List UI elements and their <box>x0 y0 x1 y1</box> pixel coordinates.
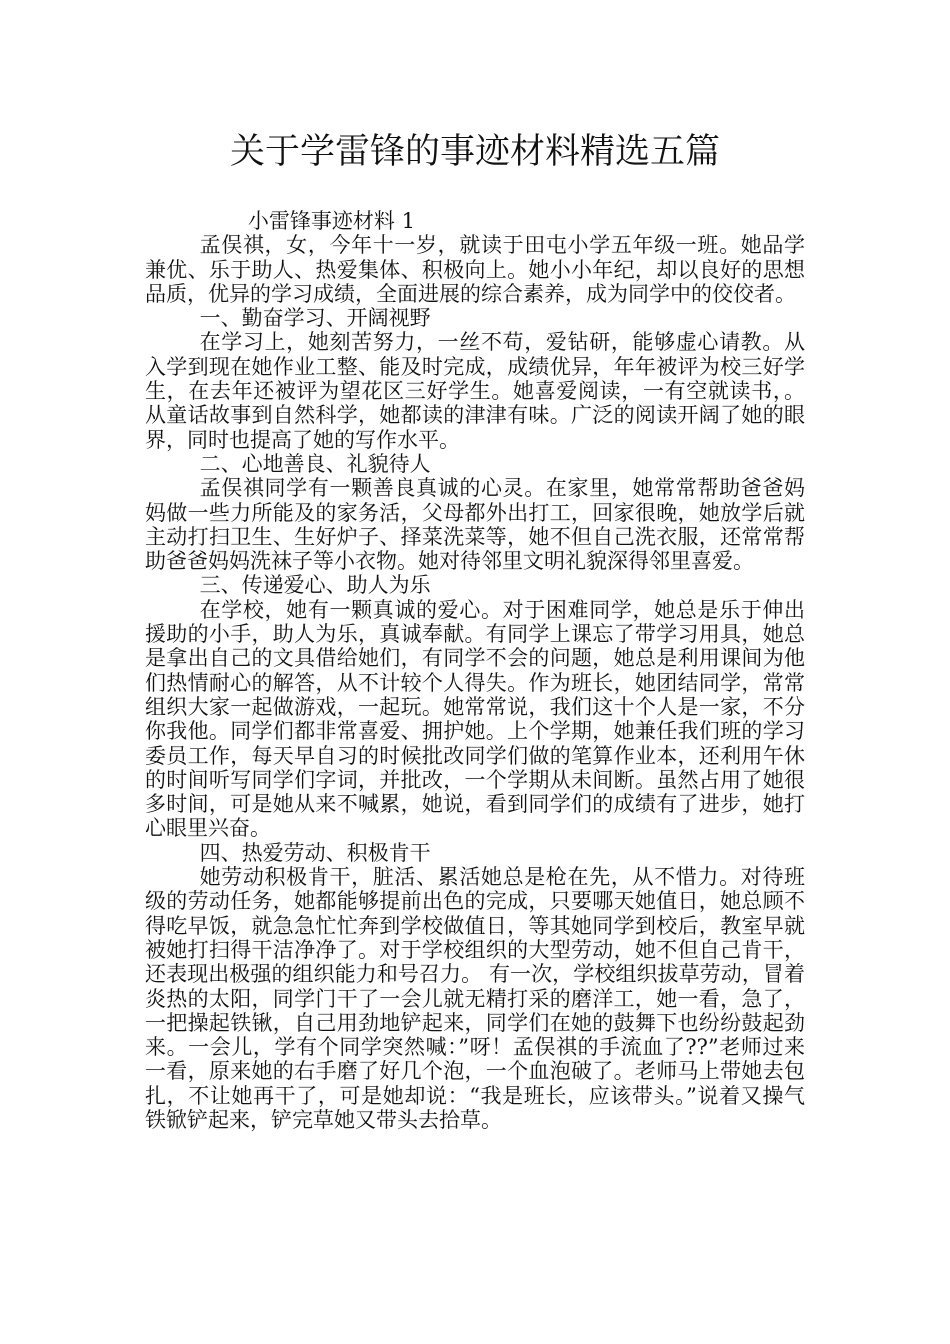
intro-paragraph: 孟俣祺，女，今年十一岁，就读于田屯小学五年级一班。她品学兼优、乐于助人、热爱集体、积极向上。她小小年纪，却以良好的思想品质，优异的学习成绩，全面进展的综合素养，成为同学中的佼佼者。 <box>145 233 805 306</box>
heading-kindness: 二、心地善良、礼貌待人 <box>199 451 431 476</box>
paragraph-kindness: 孟俣祺同学有一颗善良真诚的心灵。在家里，她常常帮助爸爸妈妈做一些力所能及的家务活，父母都外出打工，回家很晚，她放学后就主动打扫卫生、生好炉子、择菜洗菜等，她不但自己洗衣服，还常常帮助爸爸妈妈洗袜子等小衣物。她对待邻里文明礼貌深得邻里喜爱。 <box>145 476 805 574</box>
paragraph-study: 在学习上，她刻苦努力，一丝不苟，爱钻研，能够虚心请教。从入学到现在她作业工整、能及时完成，成绩优异，年年被评为校三好学生，在去年还被评为望花区三好学生。她喜爱阅读，一有空就读书，。从童话故事到自然科学，她都读的津津有味。广泛的阅读开阔了她的眼界，同时也提高了她的写作水平。 <box>145 330 805 452</box>
paragraph-labor: 她劳动积极肯干，脏活、累活她总是枪在先，从不惜力。对待班级的劳动任务，她都能够提前出色的完成，只要哪天她值日，她总顾不得吃早饭，就急急忙忙奔到学校做值日，等其她同学到校后，教室早就被她打扫得干洁净净了。对于学校组织的大型劳动，她不但自己肯干，还表现出极强的组织能力和号召力。 有一次，学校组织拔草劳动，冒着炎热的太阳，同学门干了一会儿就无精打采的磨洋工，她一看，急了，一把操起铁锹，自己用劲地铲起来，同学们在她的鼓舞下也纷纷鼓起劲来。一会儿，学有个同学突然喊：”呀！孟俣祺的手流血了??”老师过来一看，原来她的右手磨了好几个泡，一个血泡破了。老师马上带她去包扎，不让她再干了，可是她却说：“我是班长，应该带头。”说着又操气铁锨铲起来，铲完草她又带头去拾草。 <box>145 865 805 1132</box>
document-page <box>145 125 805 1132</box>
heading-labor: 四、热爱劳动、积极肯干 <box>199 840 431 865</box>
heading-helping: 三、传递爱心、助人为乐 <box>199 573 431 598</box>
document-body <box>145 209 805 1132</box>
paragraph-helping: 在学校，她有一颗真诚的爱心。对于困难同学，她总是乐于伸出援助的小手，助人为乐，真诚奉献。有同学上课忘了带学习用具，她总是拿出自己的文具借给她们，有同学不会的问题，她总是利用课间为他们热情耐心的解答，从不计较个人得失。作为班长，她团结同学，常常组织大家一起做游戏，一起玩。她常常说，我们这十个人是一家，不分你我他。同学们都非常喜爱、拥护她。上个学期，她兼任我们班的学习委员工作，每天早自习的时候批改同学们做的笔算作业本，还利用午休的时间听写同学们字词，并批改，一个学期从未间断。虽然占用了她很多时间，可是她从来不喊累，她说，看到同学们的成绩有了进步，她打心眼里兴奋。 <box>145 597 805 841</box>
section-heading: 小雷锋事迹材料 1 <box>247 209 415 233</box>
document-title: 关于学雷锋的事迹材料精选五篇 <box>229 132 720 172</box>
heading-study: 一、勤奋学习、开阔视野 <box>199 306 431 331</box>
